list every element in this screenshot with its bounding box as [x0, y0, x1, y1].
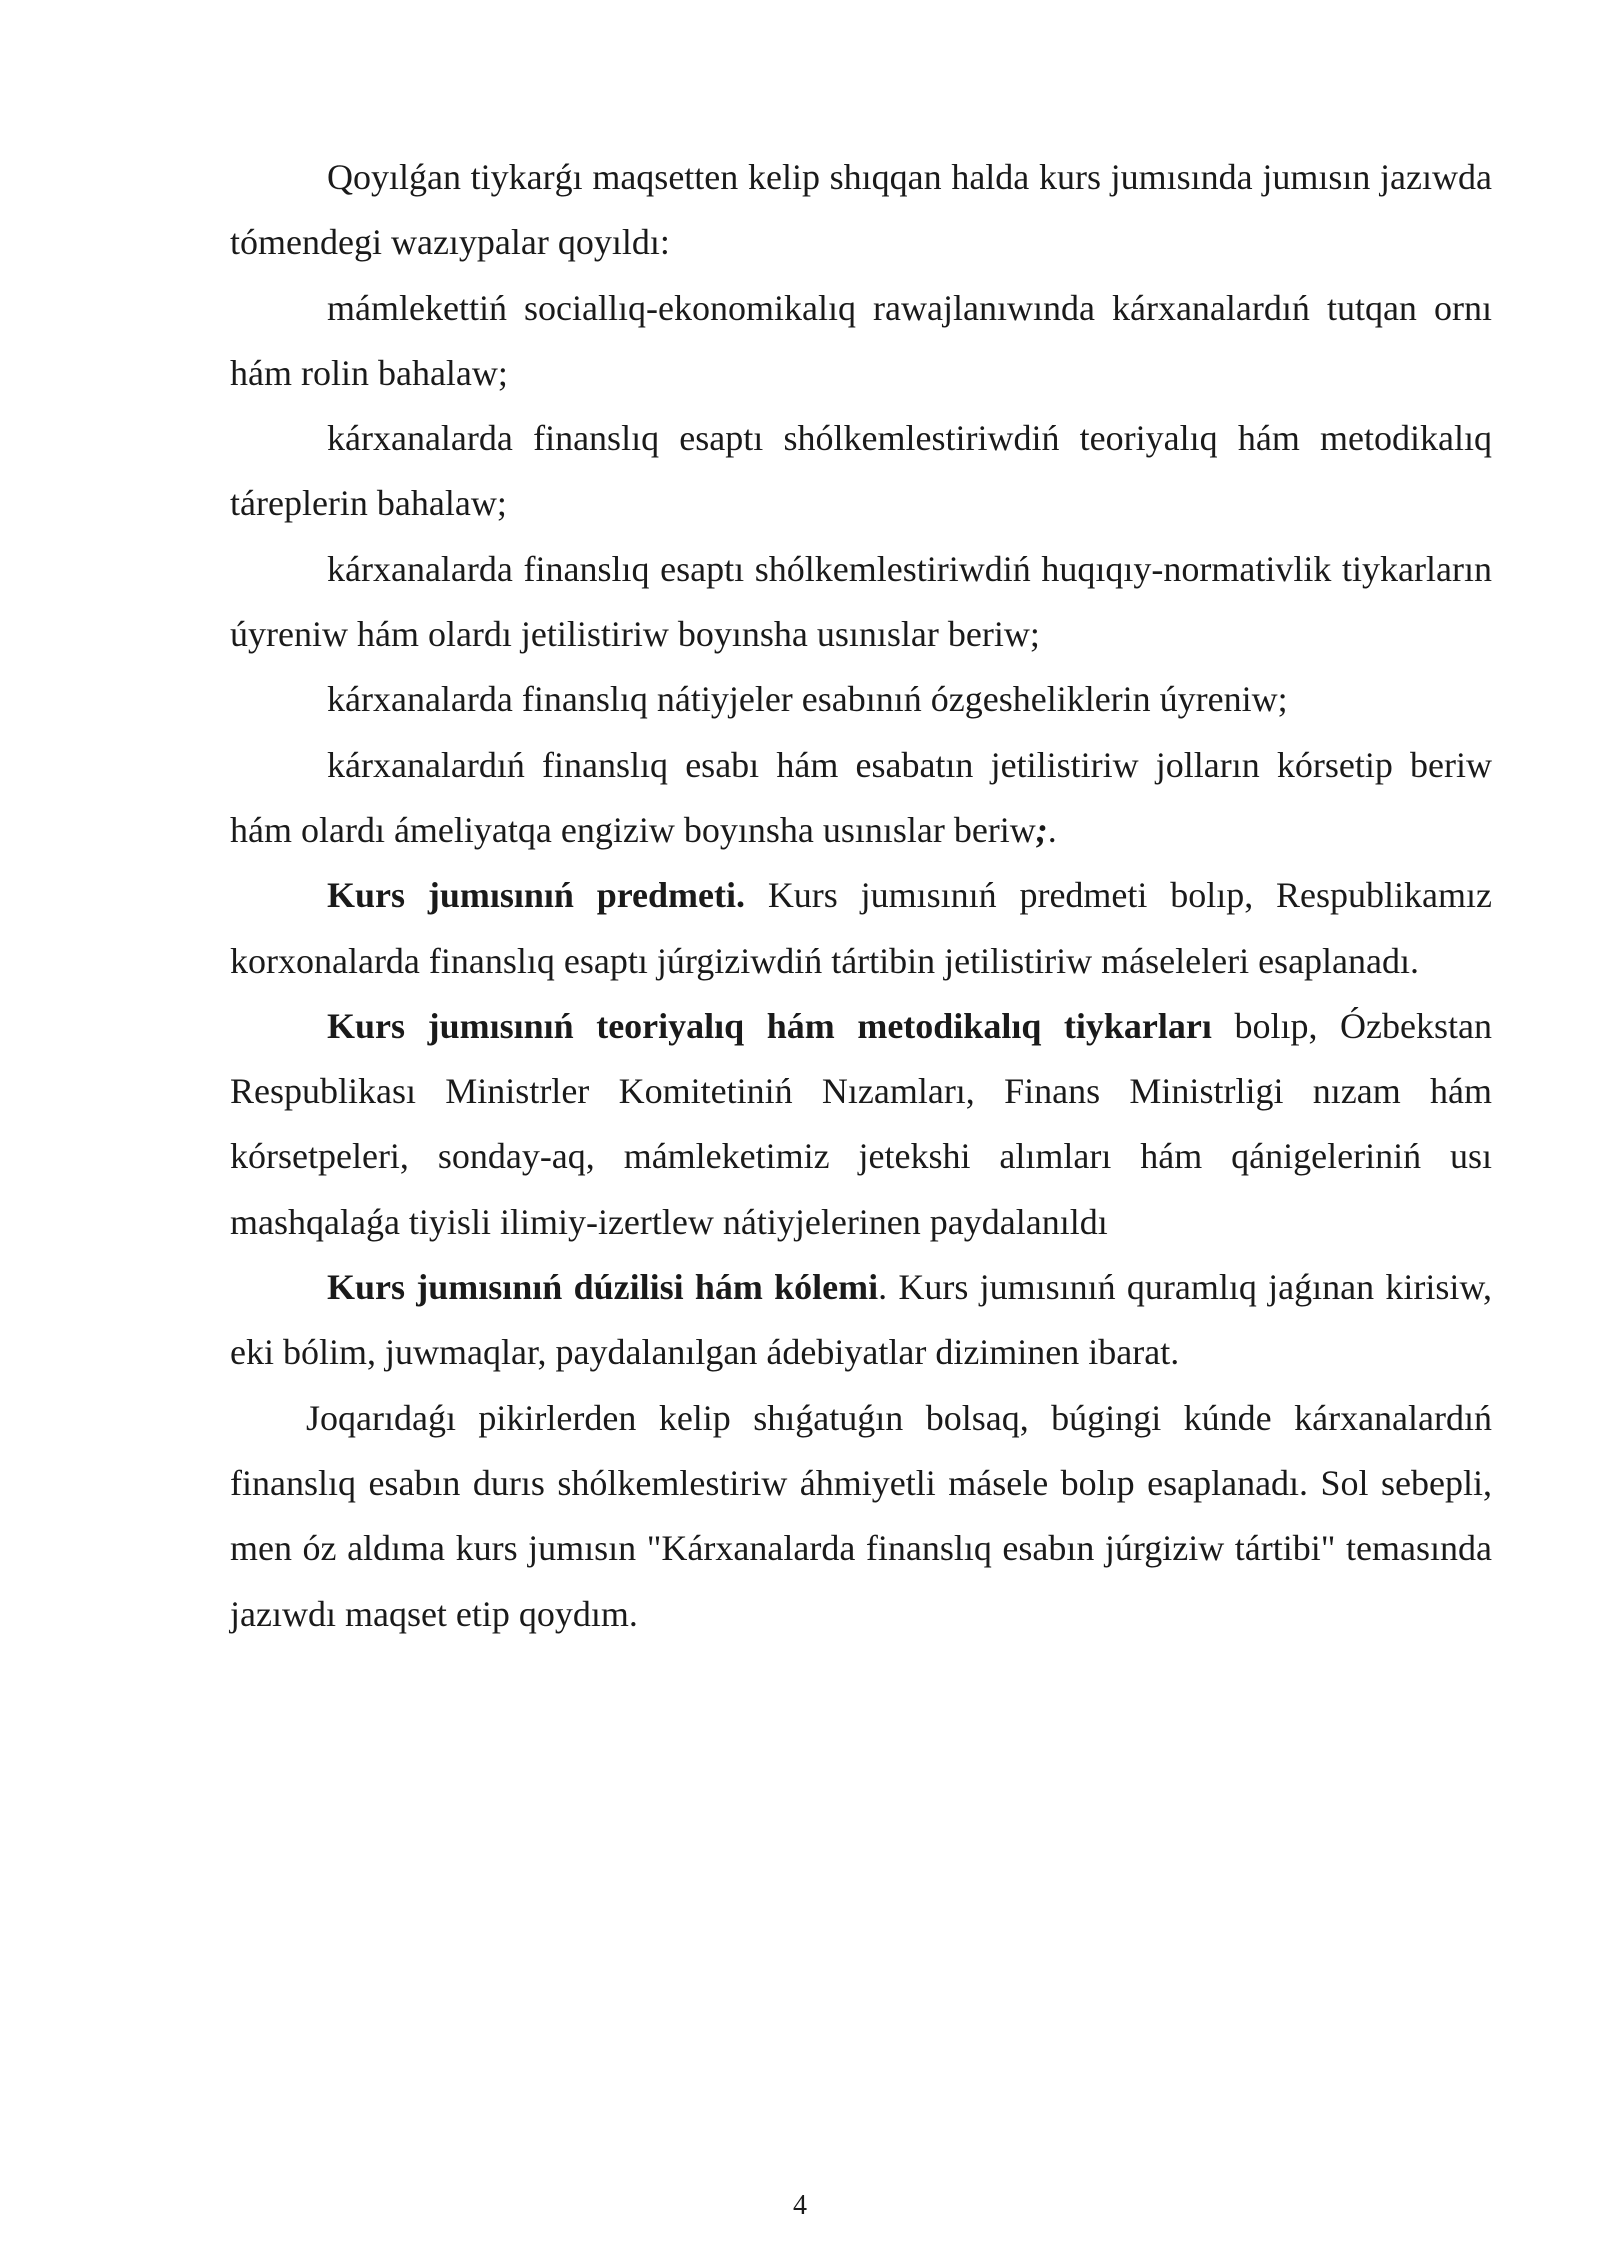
- intro-paragraph: Qoyılǵan tiykarǵı maqsetten kelip shıqqan halda kurs jumısında jumısın jazıwda tómendegi wazıypalar qoyıldı:: [230, 157, 1492, 263]
- task-item-2: kárxanalarda finanslıq esaptı shólkemlestiriwdiń teoriyalıq hám metodikalıq táreplerin bahalaw;: [230, 418, 1492, 524]
- task-item-5-semicolon: ;: [1035, 809, 1048, 850]
- task-item-5-text: kárxanalardıń finanslıq esabı hám esabatın jetilistiriw jolların kórsetip beriw hám olardı ámeliyatqa engiziw boyınsha usınıslar beriw: [230, 744, 1492, 850]
- task-item-4: kárxanalarda finanslıq nátiyjeler esabınıń ózgesheliklerin úyreniw;: [327, 679, 1288, 720]
- task-item-5: [230, 733, 1492, 864]
- subject-text: Kurs jumısınıń predmeti bolıp, Respublikamız korxonalarda finanslıq esaptı júrgiziwdiń tártibin jetilistiriw máseleleri esaplanadı.: [230, 875, 1492, 981]
- task-item-5-period: .: [1047, 809, 1057, 850]
- page-number: 4: [793, 2190, 807, 2221]
- basis-paragraph: [230, 994, 1492, 1255]
- conclusion-paragraph: Joqarıdaǵı pikirlerden kelip shıǵatuǵın bolsaq, búgingi kúnde kárxanalardıń finanslıq esabın durıs shólkemlestiriw áhmiyetli másele bolıp esaplanadı. Sol sebepli, men óz aldıma kurs jumısın "Kárxanalarda finanslıq esabın júrgiziw tártibi" temasında jazıwdı maqset etip qoydım.: [230, 1397, 1492, 1634]
- subject-paragraph: [230, 863, 1492, 994]
- structure-paragraph: [230, 1255, 1492, 1386]
- basis-heading: Kurs jumısınıń teoriyalıq hám metodikalıq tiykarları: [327, 1005, 1212, 1046]
- structure-text: . Kurs jumısınıń quramlıq jaǵınan kirisiw, eki bólim, juwmaqlar, paydalanılgan ádebiyatlar diziminen ibarat.: [230, 1267, 1492, 1373]
- task-item-3: kárxanalarda finanslıq esaptı shólkemlestiriwdiń huqıqıy-normativlik tiykarların úyreniw hám olardı jetilistiriw boyınsha usınıslar beriw;: [230, 548, 1492, 655]
- task-item-1: mámlekettiń sociallıq-ekonomikalıq rawajlanıwında kárxanalardıń tutqan ornı hám rolin bahalaw;: [230, 287, 1492, 393]
- document-body: [230, 145, 1492, 1647]
- structure-heading: Kurs jumısınıń dúzilisi hám kólemi: [327, 1267, 879, 1308]
- basis-text: bolıp, Ózbekstan Respublikası Ministrler Komitetiniń Nızamları, Finans Ministrligi nızam hám kórsetpeleri, sonday-aq, mámleketimiz jetekshi alımları hám qánigeleriniń usı mashqalaǵa tiyisli ilimiy-izertlew nátiyjelerinen paydalanıldı: [230, 1005, 1492, 1242]
- subject-heading: Kurs jumısınıń predmeti.: [327, 875, 745, 916]
